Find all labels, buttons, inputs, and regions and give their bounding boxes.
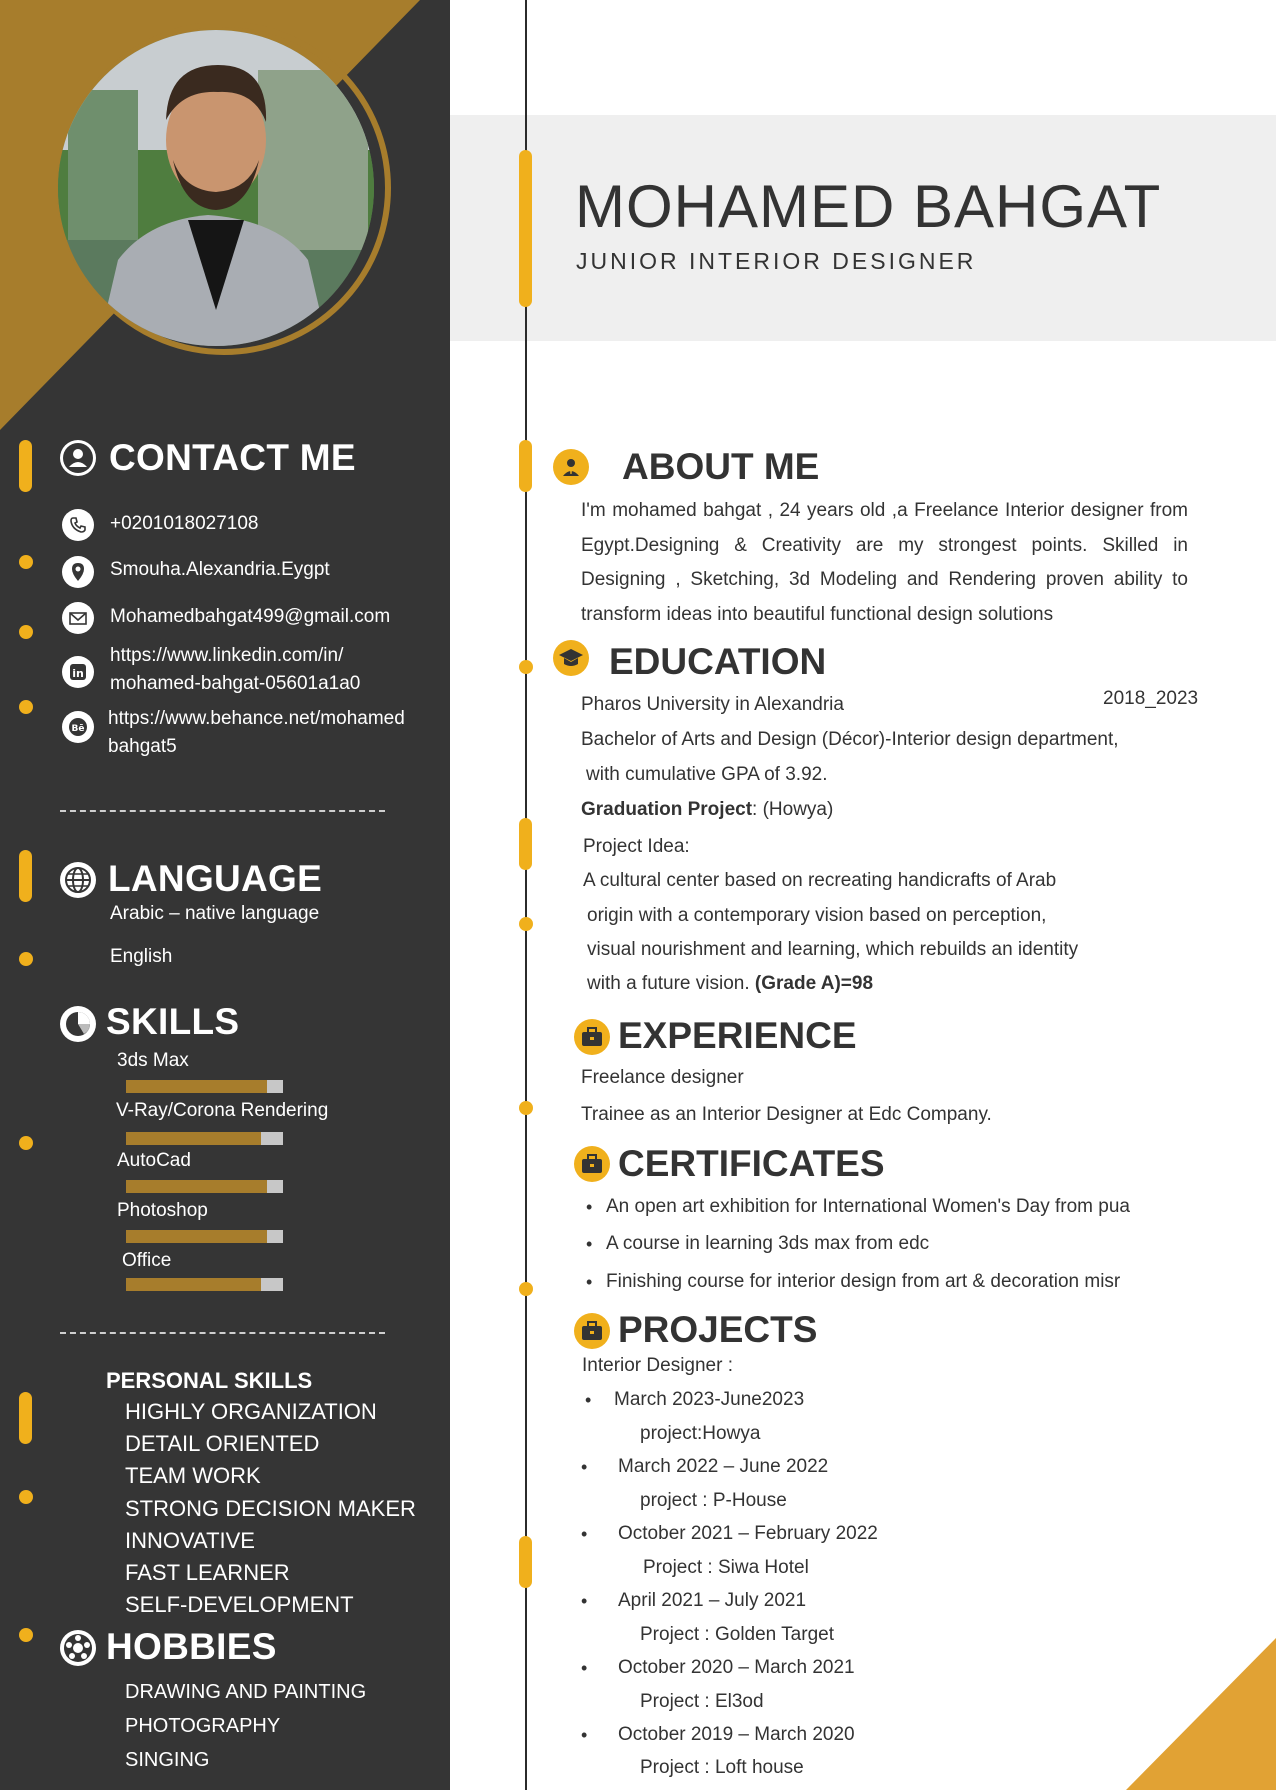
graduation-cap-icon [553,640,589,676]
person-icon [553,449,589,485]
globe-icon [60,862,96,898]
timeline-dot [19,625,33,639]
experience-title: EXPERIENCE [618,1015,857,1056]
linkedin-icon [62,656,94,688]
project-period: March 2022 – June 2022 [618,1456,829,1477]
project-period: October 2021 – February 2022 [618,1523,878,1544]
skill-bar [126,1080,283,1093]
experience-item: Freelance designer [581,1067,744,1088]
timeline-dot [19,1490,33,1504]
project-period: October 2019 – March 2020 [618,1724,855,1745]
timeline-dot [519,917,533,931]
skill-bar [126,1132,283,1145]
contact-title: CONTACT ME [109,437,356,478]
pie-chart-icon [60,1006,96,1042]
skill-label: Office [122,1250,172,1271]
language-item: English [110,946,173,967]
about-text: I'm mohamed bahgat , 24 years old ,a Freelance Interior designer from Egypt.Designing & Creativity are my strongest points. Skilled in Designing , Sketching, 3d Modeling and Rendering proven ability to transform ideas into beautiful functional design solutions [581,500,1188,625]
bullet: • [586,1272,593,1292]
skill-bar [126,1230,283,1243]
project-idea-line [587,973,873,995]
behance-line-2: bahgat5 [108,736,177,757]
project-name: Project : Siwa Hotel [643,1557,809,1578]
bullet: • [581,1725,588,1745]
briefcase-icon [574,1313,610,1349]
phone-icon [62,509,94,541]
skill-label: 3ds Max [117,1050,189,1071]
svg-text:Bē: Bē [71,724,85,734]
project-period: April 2021 – July 2021 [618,1590,807,1611]
project-idea-line: visual nourishment and learning, which rebuilds an identity [587,939,1079,960]
briefcase-icon [574,1019,610,1055]
certificate-item: An open art exhibition for International Women's Day from pua [606,1196,1130,1217]
certificate-item: Finishing course for interior design from art & decoration misr [606,1271,1121,1292]
timeline-marker [519,440,532,492]
job-title: JUNIOR INTERIOR DESIGNER [576,248,977,274]
project-idea-line: A cultural center based on recreating handicrafts of Arab [583,870,1057,891]
personal-skill-item: STRONG DECISION MAKER [125,1496,416,1521]
project-name: project : P-House [640,1490,787,1511]
project-grade: (Grade A)=98 [754,973,874,994]
bullet: • [581,1591,588,1611]
project-idea-line: origin with a contemporary vision based on perception, [587,905,1047,926]
timeline-marker [19,440,32,492]
timeline-marker [519,818,532,870]
timeline-marker [19,1392,32,1444]
timeline-dot [519,660,533,674]
timeline-dot [19,1136,33,1150]
personal-skill-item: TEAM WORK [125,1463,261,1488]
contact-linkedin[interactable] [110,642,360,698]
project-name: project:Howya [640,1423,761,1444]
project-idea-line-4: with a future vision. [587,973,750,994]
graduation-project-value: : (Howya) [752,799,834,820]
about-title: ABOUT ME [622,446,820,487]
location-pin-icon [62,556,94,588]
timeline-marker [519,1536,532,1588]
skill-bar [126,1180,283,1193]
projects-title: PROJECTS [618,1309,818,1350]
mail-icon [62,602,94,634]
education-degree: Bachelor of Arts and Design (Décor)-Interior design department, [581,729,1119,750]
linkedin-line-2: mohamed-bahgat-05601a1a0 [110,673,361,694]
project-idea-label: Project Idea: [583,836,690,857]
education-years: 2018_2023 [1103,688,1199,709]
timeline-dot [19,1628,33,1642]
linkedin-line-1: https://www.linkedin.com/in/ [110,645,344,666]
behance-icon [62,711,94,743]
personal-skill-item: SELF-DEVELOPMENT [125,1592,354,1617]
bullet: • [581,1457,588,1477]
personal-skill-item: FAST LEARNER [125,1560,290,1585]
language-item: Arabic – native language [110,903,320,924]
skill-label: V-Ray/Corona Rendering [116,1100,329,1121]
contact-behance[interactable] [108,705,405,761]
skills-title: SKILLS [106,1001,240,1042]
personal-skills-title: PERSONAL SKILLS [106,1368,313,1393]
skill-bar [126,1278,283,1291]
experience-item: Trainee as an Interior Designer at Edc Company. [581,1104,992,1125]
language-title: LANGUAGE [108,858,323,899]
graduation-project [581,799,833,821]
sidebar [0,0,450,1790]
svg-text:in: in [72,667,84,680]
certificates-title: CERTIFICATES [618,1143,885,1184]
projects-intro: Interior Designer : [582,1355,734,1376]
user-icon [60,440,96,476]
personal-skill-item: DETAIL ORIENTED [125,1431,320,1456]
bullet: • [585,1390,592,1410]
education-gpa: with cumulative GPA of 3.92. [586,764,828,785]
contact-address: Smouha.Alexandria.Eygpt [110,559,330,580]
certificate-item: A course in learning 3ds max from edc [606,1233,930,1254]
bullet: • [581,1658,588,1678]
gold-corner-shape [1126,1638,1276,1790]
timeline-dot [519,1282,533,1296]
timeline-dot [19,952,33,966]
hobbies-icon [60,1630,96,1666]
education-title: EDUCATION [609,641,827,682]
skill-label: AutoCad [117,1150,191,1171]
divider [60,810,385,812]
project-period: October 2020 – March 2021 [618,1657,855,1678]
personal-skill-item: INNOVATIVE [125,1528,255,1553]
hobby-item: PHOTOGRAPHY [125,1715,281,1737]
personal-skill-item: HIGHLY ORGANIZATION [125,1399,377,1424]
briefcase-icon [574,1146,610,1182]
bullet: • [581,1524,588,1544]
project-name: Project : Golden Target [640,1624,834,1645]
timeline-marker [19,850,32,902]
bullet: • [586,1234,593,1254]
timeline-dot [519,1101,533,1115]
contact-email[interactable]: Mohamedbahgat499@gmail.com [110,606,391,627]
hobbies-title: HOBBIES [106,1626,277,1667]
timeline-dot [19,555,33,569]
project-name: Project : Loft house [640,1757,804,1778]
timeline-dot [19,700,33,714]
hobby-item: DRAWING AND PAINTING [125,1681,367,1703]
timeline-marker [519,150,532,307]
contact-phone[interactable]: +0201018027108 [110,513,259,534]
behance-line-1: https://www.behance.net/mohamed [108,708,405,729]
profile-photo [58,30,374,346]
bullet: • [586,1197,593,1217]
hobby-item: SINGING [125,1749,210,1771]
education-university: Pharos University in Alexandria [581,694,844,715]
project-period: March 2023-June2023 [614,1389,805,1410]
name-heading: MOHAMED BAHGAT [575,173,1162,240]
skill-label: Photoshop [117,1200,208,1221]
graduation-project-label: Graduation Project [581,799,753,820]
divider [60,1332,385,1334]
project-name: Project : El3od [640,1691,764,1712]
